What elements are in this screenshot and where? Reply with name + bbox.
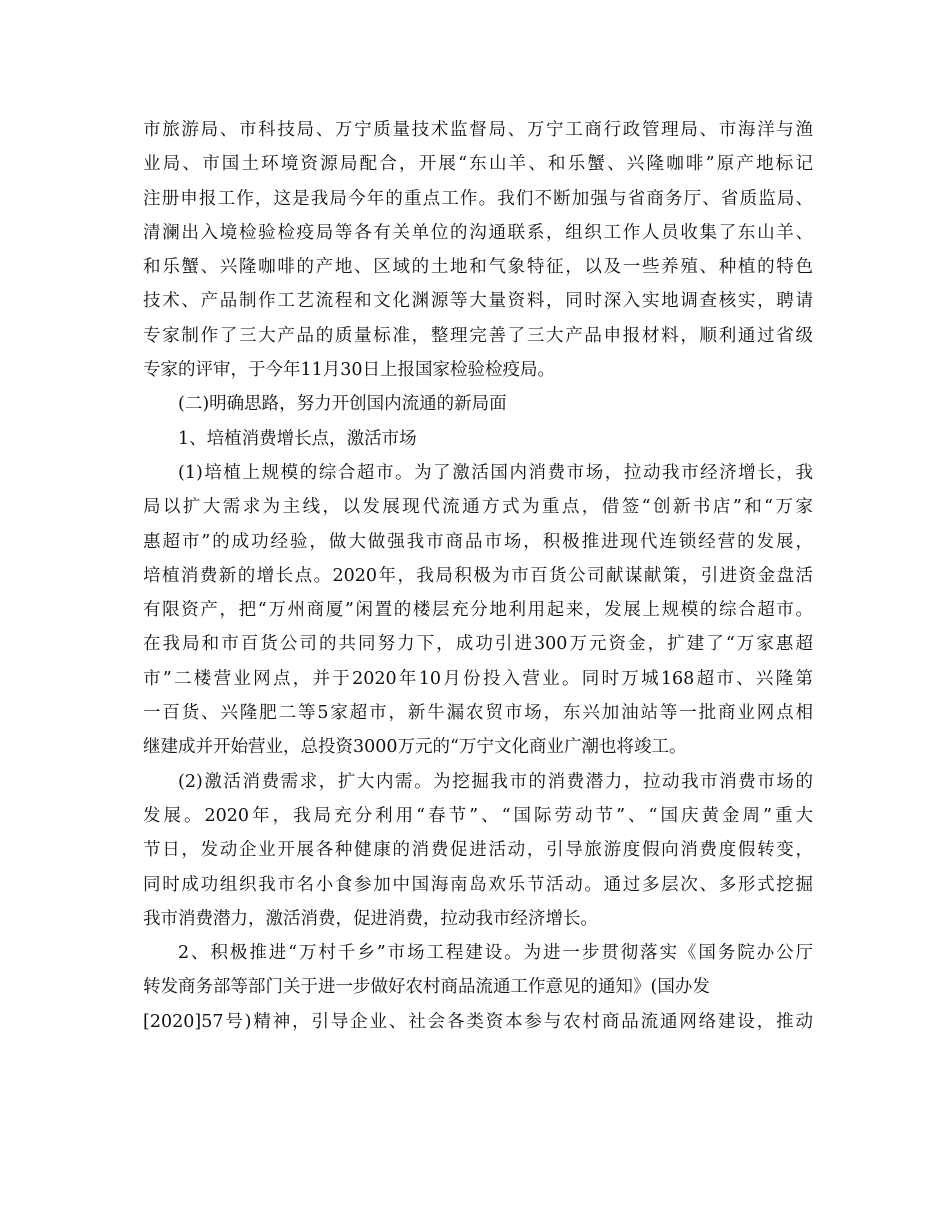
paragraph-line: 专家的评审，于今年11月30日上报国家检验检疫局。	[143, 360, 556, 381]
subsection-heading: 1、培植消费增长点，激活市场	[178, 428, 417, 449]
paragraph-line: 转发商务部等部门关于进一步做好农村商品流通工作意见的通知》(国办发	[143, 977, 710, 998]
paragraph-line: 技术、产品制作工艺流程和文化渊源等大量资料，同时深入实地调查核实，聘请	[143, 291, 813, 312]
paragraph-line: 一百货、兴隆肥二等5家超市，新牛漏农贸市场，东兴加油站等一批商业网点相	[143, 703, 813, 724]
paragraph-line: 培植消费新的增长点。2020年，我局积极为市百货公司献谋献策，引进资金盘活	[143, 565, 813, 586]
paragraph-line: [2020]57号)精神，引导企业、社会各类资本参与农村商品流通网络建设，推动	[143, 1011, 813, 1032]
paragraph-line: 和乐蟹、兴隆咖啡的产地、区域的土地和气象特征，以及一些养殖、种植的特色	[143, 257, 813, 278]
document-body	[143, 113, 813, 1039]
paragraph-line: 注册申报工作，这是我局今年的重点工作。我们不断加强与省商务厅、省质监局、	[143, 188, 813, 209]
paragraph-line: 市旅游局、市科技局、万宁质量技术监督局、万宁工商行政管理局、市海洋与渔	[143, 120, 813, 140]
paragraph-line: 同时成功组织我市名小食参加中国海南岛欢乐节活动。通过多层次、多形式挖掘	[143, 874, 813, 895]
paragraph-line: 继建成并开始营业，总投资3000万元的“万宁文化商业广潮也将竣工。	[143, 737, 687, 758]
paragraph-line: 在我局和市百货公司的共同努力下，成功引进300万元资金，扩建了“万家惠超	[143, 634, 813, 655]
section-heading: (二)明确思路，努力开创国内流通的新局面	[178, 394, 507, 415]
paragraph-line: 局以扩大需求为主线，以发展现代流通方式为重点，借签“创新书店”和“万家	[143, 497, 813, 518]
paragraph-line: 2、积极推进“万村千乡”市场工程建设。为进一步贯彻落实《国务院办公厅	[178, 943, 813, 964]
paragraph-line: 发展。2020年，我局充分利用“春节”、“国际劳动节”、“国庆黄金周”重大	[143, 805, 813, 826]
paragraph-line: 有限资产，把“万州商厦”闲置的楼层充分地利用起来，发展上规模的综合超市。	[143, 600, 813, 621]
paragraph-line: (1)培植上规模的综合超市。为了激活国内消费市场，拉动我市经济增长，我	[178, 462, 813, 483]
paragraph-line: 专家制作了三大产品的质量标准，整理完善了三大产品申报材料，顺利通过省级	[143, 325, 813, 346]
paragraph-line: 市”二楼营业网点，并于2020年10月份投入营业。同时万城168超市、兴隆第	[143, 668, 813, 689]
paragraph-line: (2)激活消费需求，扩大内需。为挖掘我市的消费潜力，拉动我市消费市场的	[178, 771, 813, 792]
paragraph-line: 我市消费潜力，激活消费，促进消费，拉动我市经济增长。	[143, 908, 598, 929]
paragraph-line: 节日，发动企业开展各种健康的消费促进活动，引导旅游度假向消费度假转变，	[143, 840, 813, 861]
paragraph-line: 清澜出入境检验检疫局等各有关单位的沟通联系，组织工作人员收集了东山羊、	[143, 222, 813, 243]
paragraph-line: 惠超市”的成功经验，做大做强我市商品市场，积极推进现代连锁经营的发展，	[143, 531, 813, 552]
paragraph-line: 业局、市国土环境资源局配合，开展“东山羊、和乐蟹、兴隆咖啡”原产地标记	[143, 154, 813, 175]
